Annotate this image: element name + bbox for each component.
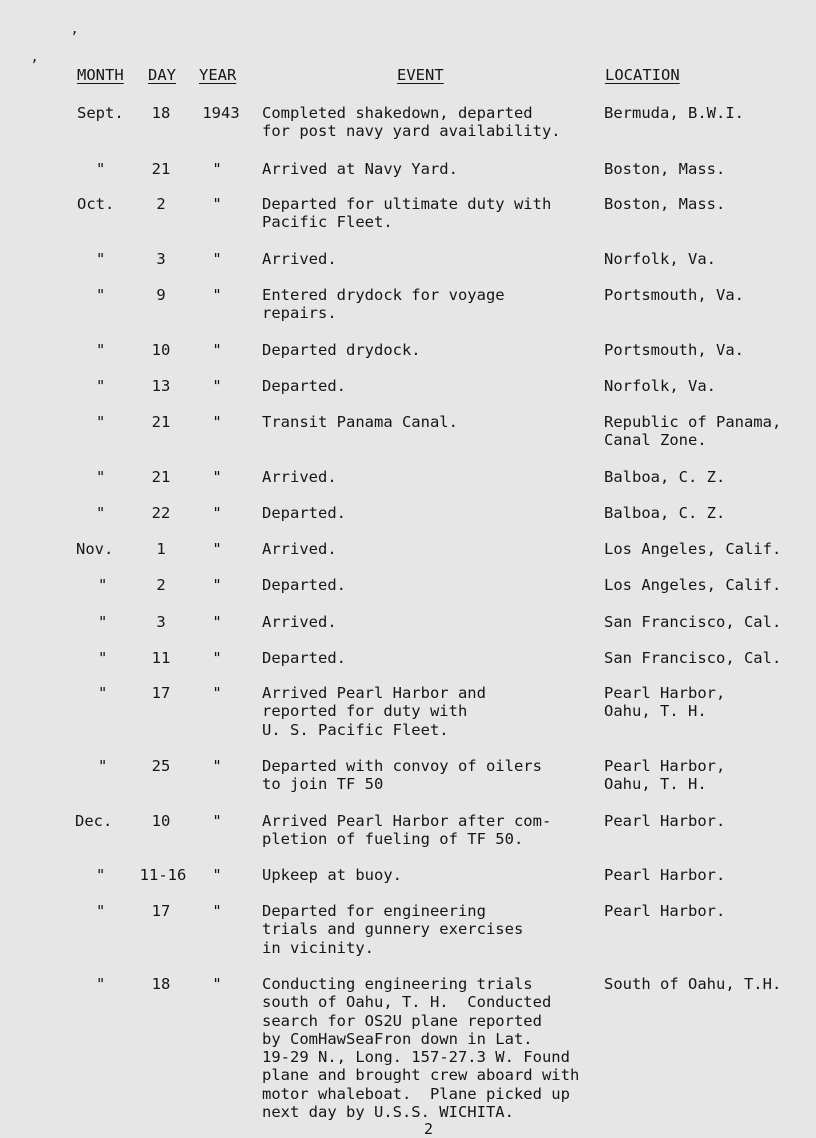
day-cell: 18 bbox=[151, 104, 171, 122]
month-cell: " bbox=[96, 377, 106, 395]
location-cell: San Francisco, Cal. bbox=[604, 613, 782, 631]
event-cell: Conducting engineering trials south of Oahu, T. H. Conducted search for OS2U plane reported by ComHawSeaFron down in Lat. 19-29 N., Long. 157-27.3 W. Found plane and brought crew aboard with motor whaleboat. Plane picked up next day by U.S.S. WICHITA. bbox=[262, 975, 580, 1122]
header-event: EVENT bbox=[397, 66, 444, 84]
month-cell: Oct. bbox=[77, 195, 115, 213]
month-cell: " bbox=[98, 757, 108, 775]
day-cell: 11 bbox=[151, 649, 171, 667]
header-day: DAY bbox=[148, 66, 176, 84]
day-cell: 3 bbox=[156, 250, 166, 268]
day-cell: 9 bbox=[156, 286, 166, 304]
event-cell: Departed. bbox=[262, 649, 346, 667]
location-cell: Pearl Harbor, Oahu, T. H. bbox=[604, 684, 726, 721]
event-cell: Arrived. bbox=[262, 250, 337, 268]
event-cell: Arrived. bbox=[262, 613, 337, 631]
year-cell: " bbox=[212, 812, 222, 830]
year-cell: " bbox=[212, 160, 222, 178]
year-cell: " bbox=[212, 684, 222, 702]
day-cell: 25 bbox=[151, 757, 171, 775]
event-cell: Arrived. bbox=[262, 468, 337, 486]
stray-mark: ’ bbox=[30, 58, 39, 74]
year-cell: " bbox=[212, 250, 222, 268]
year-cell: 1943 bbox=[202, 104, 240, 122]
year-cell: " bbox=[212, 377, 222, 395]
year-cell: " bbox=[212, 286, 222, 304]
month-cell: " bbox=[96, 975, 106, 993]
location-cell: Los Angeles, Calif. bbox=[604, 576, 782, 594]
year-cell: " bbox=[212, 757, 222, 775]
day-cell: 22 bbox=[151, 504, 171, 522]
location-cell: Norfolk, Va. bbox=[604, 250, 716, 268]
header-location: LOCATION bbox=[605, 66, 680, 84]
day-cell: 10 bbox=[151, 341, 171, 359]
year-cell: " bbox=[212, 975, 222, 993]
event-cell: Departed. bbox=[262, 504, 346, 522]
day-cell: 17 bbox=[151, 684, 171, 702]
event-cell: Departed for ultimate duty with Pacific Fleet. bbox=[262, 195, 552, 232]
month-cell: " bbox=[96, 160, 106, 178]
table-header bbox=[0, 66, 816, 88]
month-cell: " bbox=[96, 286, 106, 304]
year-cell: " bbox=[212, 195, 222, 213]
location-cell: Balboa, C. Z. bbox=[604, 468, 726, 486]
year-cell: " bbox=[212, 902, 222, 920]
month-cell: " bbox=[96, 866, 106, 884]
day-cell: 17 bbox=[151, 902, 171, 920]
day-cell: 21 bbox=[151, 160, 171, 178]
header-year: YEAR bbox=[199, 66, 237, 84]
stray-mark: ’ bbox=[70, 30, 79, 46]
year-cell: " bbox=[212, 413, 222, 431]
year-cell: " bbox=[212, 649, 222, 667]
location-cell: Pearl Harbor, Oahu, T. H. bbox=[604, 757, 726, 794]
year-cell: " bbox=[212, 341, 222, 359]
event-cell: Departed for engineering trials and gunnery exercises in vicinity. bbox=[262, 902, 524, 957]
year-cell: " bbox=[212, 866, 222, 884]
location-cell: Portsmouth, Va. bbox=[604, 341, 744, 359]
month-cell: " bbox=[96, 468, 106, 486]
year-cell: " bbox=[212, 576, 222, 594]
day-cell: 21 bbox=[151, 468, 171, 486]
location-cell: Republic of Panama, Canal Zone. bbox=[604, 413, 782, 450]
day-cell: 21 bbox=[151, 413, 171, 431]
month-cell: " bbox=[98, 576, 108, 594]
month-cell: " bbox=[96, 902, 106, 920]
day-cell: 2 bbox=[156, 195, 166, 213]
event-cell: Departed. bbox=[262, 377, 346, 395]
event-cell: Departed with convoy of oilers to join TF 50 bbox=[262, 757, 542, 794]
location-cell: South of Oahu, T.H. bbox=[604, 975, 782, 993]
event-cell: Departed. bbox=[262, 576, 346, 594]
location-cell: Bermuda, B.W.I. bbox=[604, 104, 744, 122]
day-cell: 18 bbox=[151, 975, 171, 993]
event-cell: Departed drydock. bbox=[262, 341, 421, 359]
location-cell: Los Angeles, Calif. bbox=[604, 540, 782, 558]
event-cell: Transit Panama Canal. bbox=[262, 413, 458, 431]
location-cell: San Francisco, Cal. bbox=[604, 649, 782, 667]
page-number: 2 bbox=[424, 1120, 434, 1138]
event-cell: Upkeep at buoy. bbox=[262, 866, 402, 884]
month-cell: " bbox=[98, 613, 108, 631]
month-cell: " bbox=[96, 250, 106, 268]
location-cell: Balboa, C. Z. bbox=[604, 504, 726, 522]
event-cell: Arrived Pearl Harbor and reported for duty with U. S. Pacific Fleet. bbox=[262, 684, 486, 739]
month-cell: " bbox=[96, 504, 106, 522]
month-cell: " bbox=[98, 649, 108, 667]
location-cell: Pearl Harbor. bbox=[604, 866, 726, 884]
event-cell: Completed shakedown, departed for post navy yard availability. bbox=[262, 104, 561, 141]
month-cell: Nov. bbox=[76, 540, 114, 558]
event-cell: Arrived. bbox=[262, 540, 337, 558]
month-cell: Sept. bbox=[77, 104, 124, 122]
location-cell: Boston, Mass. bbox=[604, 195, 726, 213]
year-cell: " bbox=[212, 468, 222, 486]
location-cell: Norfolk, Va. bbox=[604, 377, 716, 395]
location-cell: Boston, Mass. bbox=[604, 160, 726, 178]
year-cell: " bbox=[212, 540, 222, 558]
location-cell: Pearl Harbor. bbox=[604, 812, 726, 830]
day-cell: 11-16 bbox=[139, 866, 187, 884]
month-cell: " bbox=[98, 684, 108, 702]
day-cell: 13 bbox=[151, 377, 171, 395]
header-month: MONTH bbox=[77, 66, 124, 84]
day-cell: 1 bbox=[156, 540, 166, 558]
event-cell: Arrived Pearl Harbor after com- pletion of fueling of TF 50. bbox=[262, 812, 552, 849]
year-cell: " bbox=[212, 504, 222, 522]
month-cell: Dec. bbox=[75, 812, 113, 830]
day-cell: 3 bbox=[156, 613, 166, 631]
day-cell: 10 bbox=[151, 812, 171, 830]
day-cell: 2 bbox=[156, 576, 166, 594]
month-cell: " bbox=[96, 413, 106, 431]
year-cell: " bbox=[212, 613, 222, 631]
month-cell: " bbox=[96, 341, 106, 359]
location-cell: Pearl Harbor. bbox=[604, 902, 726, 920]
event-cell: Entered drydock for voyage repairs. bbox=[262, 286, 505, 323]
location-cell: Portsmouth, Va. bbox=[604, 286, 744, 304]
event-cell: Arrived at Navy Yard. bbox=[262, 160, 458, 178]
